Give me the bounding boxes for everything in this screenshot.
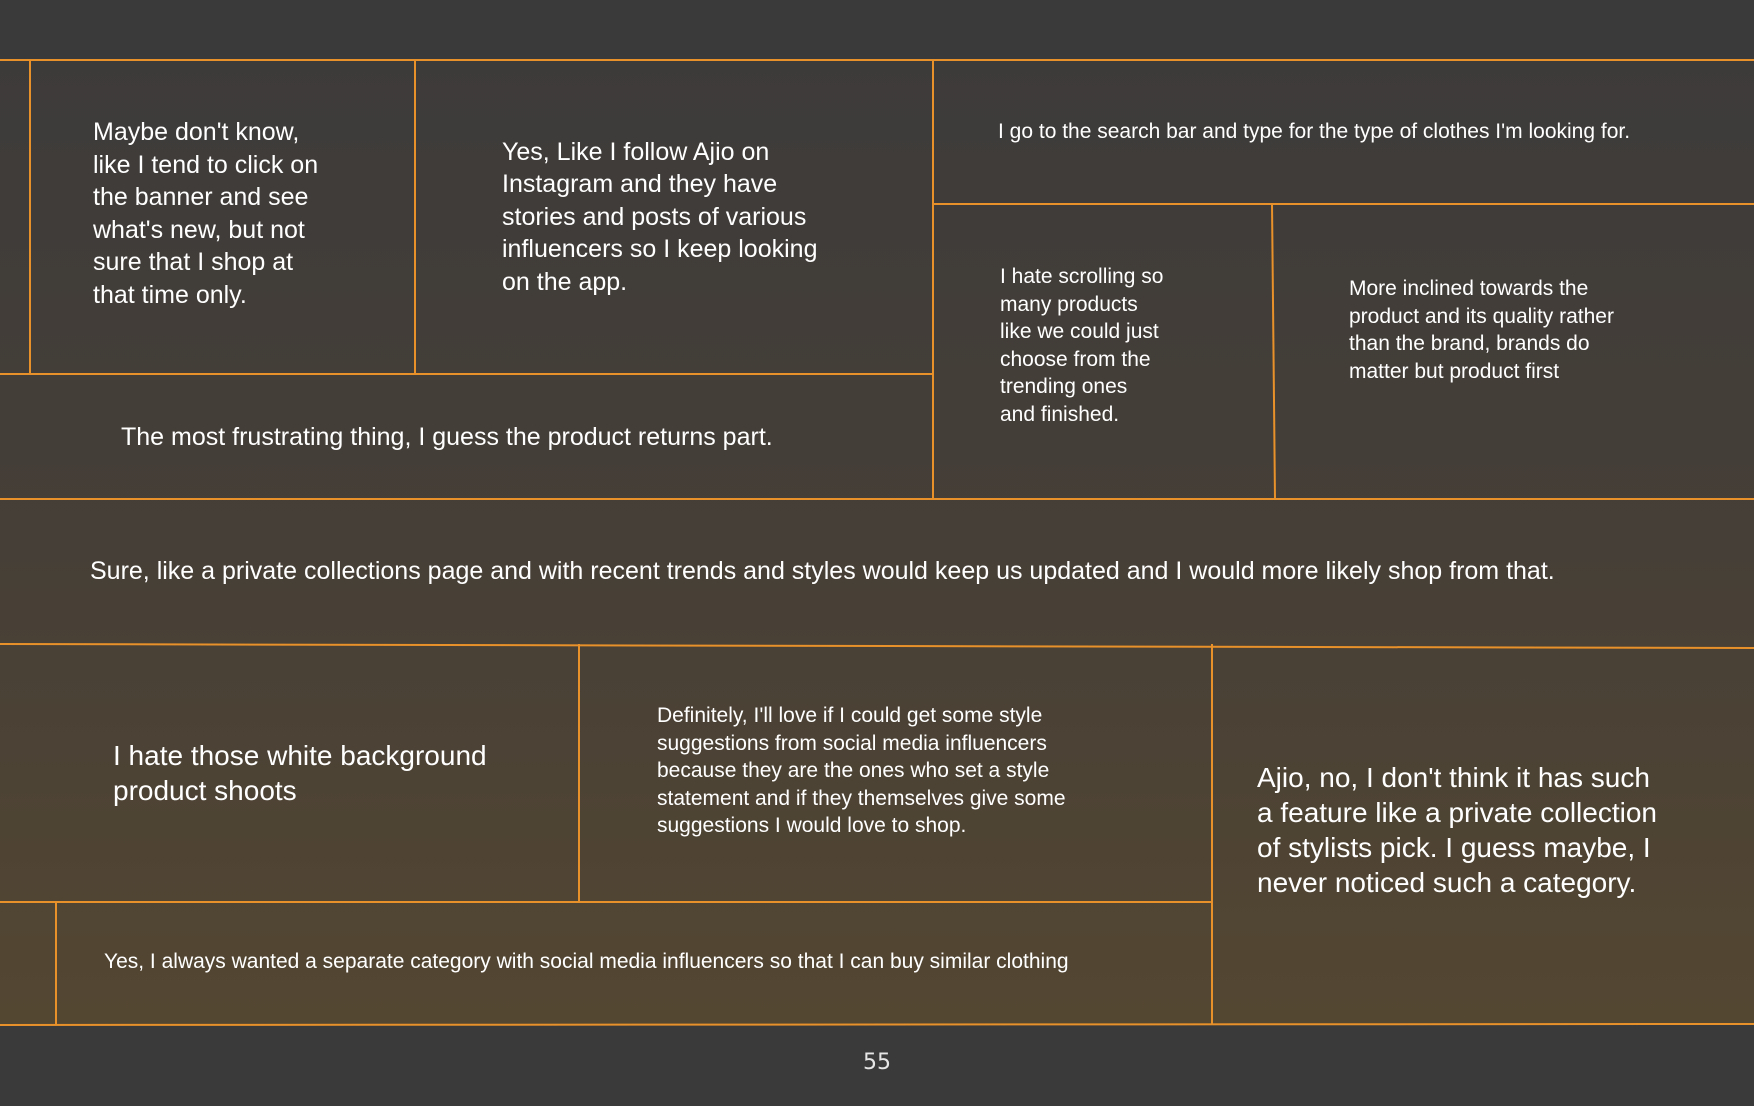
quote-white-background: I hate those white background product shoots [113,740,487,806]
quote-style-suggestions: Definitely, I'll love if I could get some style suggestions from social media influencers because they are the ones who set a style statement and if they themselves give some suggestions I would love to shop. [657,704,1066,838]
quote-instagram: Yes, Like I follow Ajio on Instagram and they have stories and posts of various influencers so I keep looking on the app. [502,138,818,296]
quote-banner: Maybe don't know, like I tend to click on the banner and see what's new, but not sure that I shop at that time only. [93,118,319,309]
quote-scrolling: I hate scrolling so many products like we could just choose from the trending ones and finished. [1000,265,1164,426]
quote-influencer-category: Yes, I always wanted a separate category with social media influencers so that I can buy similar clothing [104,950,1069,973]
quote-private-collections: Sure, like a private collections page and with recent trends and styles would keep us updated and I would more likely shop from that. [90,557,1555,585]
quote-search-bar: I go to the search bar and type for the type of clothes I'm looking for. [998,120,1631,143]
quote-stylists-pick: Ajio, no, I don't think it has such a feature like a private collection of stylists pick. I guess maybe, I never noticed such a category. [1257,762,1657,898]
page-number: 55 [863,1050,891,1075]
quote-returns: The most frustrating thing, I guess the product returns part. [121,423,773,451]
quote-quality: More inclined towards the product and its quality rather than the brand, brands do matter but product first [1349,277,1614,383]
